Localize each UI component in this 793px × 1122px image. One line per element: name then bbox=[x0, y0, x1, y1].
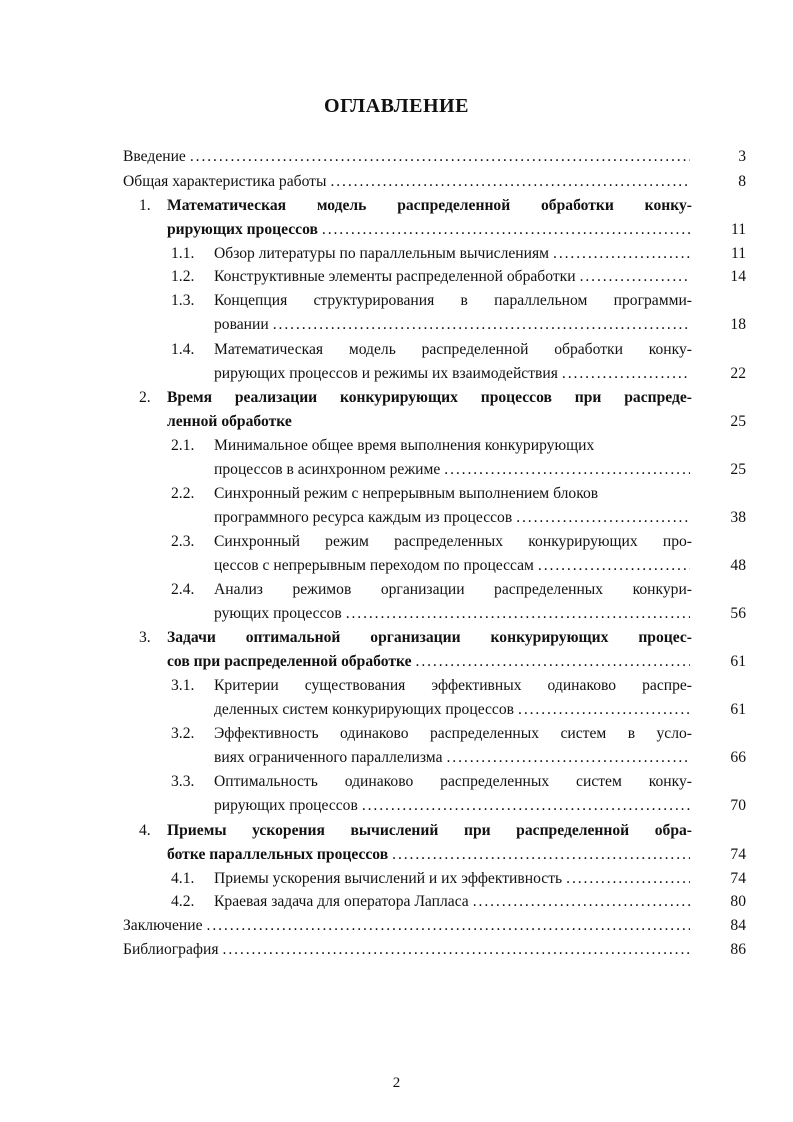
toc-section-number: 2.1. bbox=[171, 437, 195, 454]
toc-entry-text: Краевая задача для оператора Лапласа bbox=[214, 893, 469, 910]
toc-section-2-4: Анализ режимов организации распределенных конкури- bbox=[214, 581, 692, 598]
toc-entry-text: рующих процессов bbox=[214, 605, 342, 622]
dot-leader bbox=[318, 219, 690, 241]
toc-page-number: 80 bbox=[730, 893, 746, 910]
toc-chapter-number: 1. bbox=[139, 197, 151, 214]
dot-leader bbox=[219, 939, 690, 961]
toc-entry-general bbox=[123, 171, 690, 193]
toc-page-number: 84 bbox=[730, 917, 746, 934]
toc-section-2-1: Минимальное общее время выполнения конкурирующих bbox=[214, 437, 595, 454]
toc-page-number: 70 bbox=[730, 797, 746, 814]
toc-section-2-3: Синхронный режим распределенных конкурирующих про- bbox=[214, 533, 692, 550]
toc-section-number: 4.1. bbox=[171, 870, 195, 887]
toc-entry-intro bbox=[123, 146, 690, 168]
toc-page-number: 66 bbox=[730, 749, 746, 766]
toc-section-4-2 bbox=[214, 891, 690, 913]
dot-leader bbox=[512, 507, 690, 529]
dot-leader bbox=[358, 795, 690, 817]
toc-page-number: 25 bbox=[730, 461, 746, 478]
toc-chapter-2-title: Время реализации конкурирующих процессов при распреде- bbox=[167, 389, 692, 406]
toc-section-number: 1.2. bbox=[171, 268, 195, 285]
toc-chapter-1-title-cont bbox=[167, 219, 690, 241]
toc-section-1-1 bbox=[214, 243, 690, 265]
dot-leader bbox=[326, 171, 690, 193]
toc-section-3-2-cont bbox=[214, 747, 690, 769]
toc-page-number: 25 bbox=[730, 413, 746, 430]
dot-leader bbox=[549, 243, 690, 265]
toc-section-1-4: Математическая модель распределенной обработки конку- bbox=[214, 341, 692, 358]
dot-leader bbox=[562, 868, 690, 890]
toc-section-number: 2.2. bbox=[171, 485, 195, 502]
toc-entry-text: рирующих процессов bbox=[214, 797, 358, 814]
toc-page-number: 56 bbox=[730, 605, 746, 622]
toc-chapter-3-title: Задачи оптимальной организации конкурирующих процес- bbox=[167, 629, 692, 646]
toc-page-number: 8 bbox=[738, 173, 746, 190]
toc-entry-text: виях ограниченного параллелизма bbox=[214, 749, 443, 766]
toc-section-1-2 bbox=[214, 266, 690, 288]
toc-chapter-3-title-cont bbox=[167, 651, 690, 673]
toc-entry-text: программного ресурса каждым из процессов bbox=[214, 509, 513, 526]
dot-leader bbox=[469, 891, 690, 913]
toc-section-number: 3.1. bbox=[171, 677, 195, 694]
toc-section-3-2: Эффективность одинаково распределенных систем в усло- bbox=[214, 725, 692, 742]
toc-entry-text: Общая характеристика работы bbox=[123, 173, 327, 190]
toc-entry-text: Обзор литературы по параллельным вычислениям bbox=[214, 245, 550, 262]
page-title: ОГЛАВЛЕНИЕ bbox=[324, 95, 469, 117]
toc-page-number: 11 bbox=[730, 245, 746, 262]
toc-page-number: 11 bbox=[730, 221, 746, 238]
toc-section-1-4-cont bbox=[214, 363, 690, 385]
toc-page-number: 86 bbox=[730, 941, 746, 958]
toc-section-number: 1.1. bbox=[171, 245, 195, 262]
toc-page-number: 14 bbox=[730, 268, 746, 285]
dot-leader bbox=[388, 844, 690, 866]
toc-section-number: 3.3. bbox=[171, 773, 195, 790]
toc-section-3-3-cont bbox=[214, 795, 690, 817]
dot-leader bbox=[203, 915, 690, 937]
toc-page-number: 61 bbox=[730, 701, 746, 718]
toc-section-1-3-cont bbox=[214, 314, 690, 336]
toc-section-number: 4.2. bbox=[171, 893, 195, 910]
toc-page-number: 48 bbox=[730, 557, 746, 574]
toc-entry-text: Введение bbox=[123, 148, 186, 165]
toc-chapter-2-title-cont: ленной обработке bbox=[167, 413, 292, 430]
dot-leader bbox=[534, 555, 690, 577]
toc-chapter-1-title: Математическая модель распределенной обработки конку- bbox=[167, 197, 692, 214]
toc-page-number: 61 bbox=[730, 653, 746, 670]
toc-entry-text: рирующих процессов bbox=[167, 221, 318, 238]
toc-entry-conclusion bbox=[123, 915, 690, 937]
toc-page-number: 3 bbox=[738, 148, 746, 165]
toc-entry-text: деленных систем конкурирующих процессов bbox=[214, 701, 515, 718]
dot-leader bbox=[342, 603, 690, 625]
toc-entry-text: цессов с непрерывным переходом по процессам bbox=[214, 557, 534, 574]
toc-page-number: 18 bbox=[730, 316, 746, 333]
toc-section-2-3-cont bbox=[214, 555, 690, 577]
toc-entry-text: ровании bbox=[214, 316, 269, 333]
toc-section-number: 1.4. bbox=[171, 341, 195, 358]
dot-leader bbox=[558, 363, 690, 385]
toc-section-number: 2.4. bbox=[171, 581, 195, 598]
dot-leader bbox=[269, 314, 690, 336]
toc-entry-text: Библиография bbox=[123, 941, 219, 958]
toc-page-number: 74 bbox=[730, 870, 746, 887]
dot-leader bbox=[440, 459, 690, 481]
toc-section-3-3: Оптимальность одинаково распределенных систем конку- bbox=[214, 773, 692, 790]
toc-chapter-number: 3. bbox=[139, 629, 151, 646]
toc-section-1-3: Концепция структурирования в параллельном программи- bbox=[214, 292, 692, 309]
dot-leader bbox=[443, 747, 691, 769]
dot-leader bbox=[576, 266, 690, 288]
toc-section-number: 2.3. bbox=[171, 533, 195, 550]
toc-entry-text: Приемы ускорения вычислений и их эффективность bbox=[214, 870, 563, 887]
toc-chapter-number: 2. bbox=[139, 389, 151, 406]
toc-entry-text: процессов в асинхронном режиме bbox=[214, 461, 441, 478]
toc-entry-text: Конструктивные элементы распределенной обработки bbox=[214, 268, 576, 285]
toc-section-2-2-cont bbox=[214, 507, 690, 529]
toc-entry-text: рирующих процессов и режимы их взаимодействия bbox=[214, 365, 558, 382]
toc-section-4-1 bbox=[214, 868, 690, 890]
toc-section-2-1-cont bbox=[214, 459, 690, 481]
toc-entry-text: Заключение bbox=[123, 917, 203, 934]
toc-section-2-4-cont bbox=[214, 603, 690, 625]
toc-entry-bibliography bbox=[123, 939, 690, 961]
dot-leader bbox=[412, 651, 690, 673]
toc-entry-text: ботке параллельных процессов bbox=[167, 846, 389, 863]
toc-section-number: 3.2. bbox=[171, 725, 195, 742]
toc-section-3-1-cont bbox=[214, 699, 690, 721]
toc-page-number: 38 bbox=[730, 509, 746, 526]
toc-section-3-1: Критерии существования эффективных одинаково распре- bbox=[214, 677, 692, 694]
page-number-footer: 2 bbox=[392, 1075, 401, 1091]
toc-entry-text: сов при распределенной обработке bbox=[167, 653, 412, 670]
toc-chapter-4-title-cont bbox=[167, 844, 690, 866]
toc-chapter-number: 4. bbox=[139, 822, 151, 839]
toc-page-number: 74 bbox=[730, 846, 746, 863]
toc-section-number: 1.3. bbox=[171, 292, 195, 309]
dot-leader bbox=[186, 146, 690, 168]
toc-page-number: 22 bbox=[730, 365, 746, 382]
toc-section-2-2: Синхронный режим с непрерывным выполнением блоков bbox=[214, 485, 599, 502]
dot-leader bbox=[514, 699, 690, 721]
toc-chapter-4-title: Приемы ускорения вычислений при распределенной обра- bbox=[167, 822, 692, 839]
